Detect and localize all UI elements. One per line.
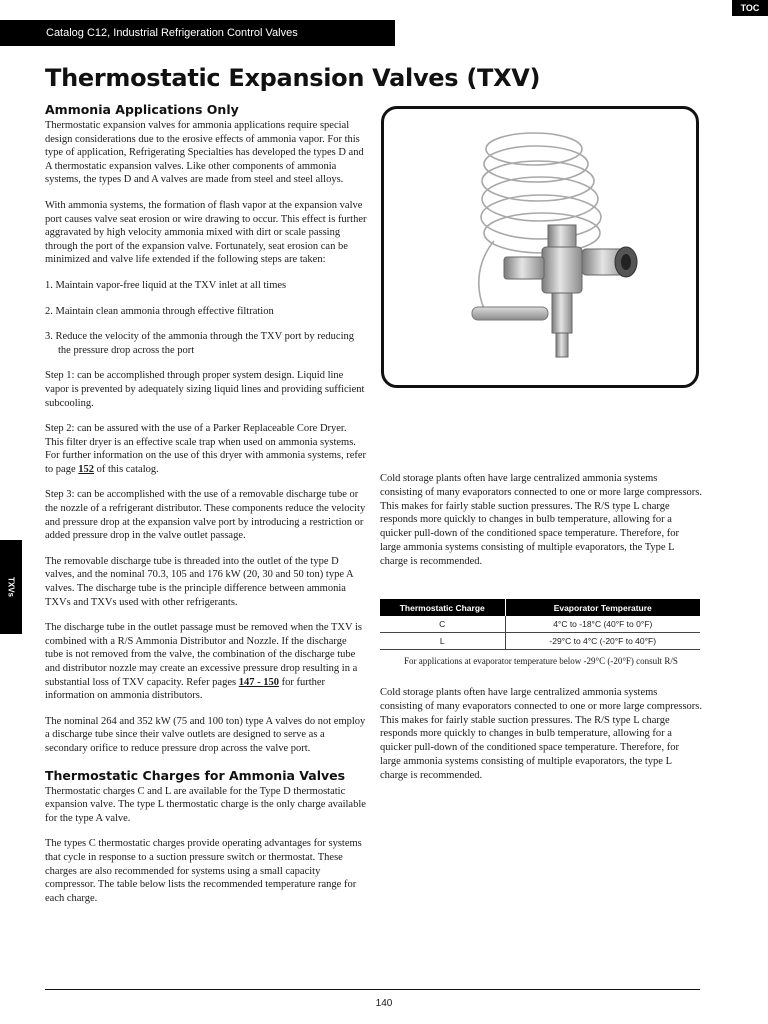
distributor-paragraph xyxy=(45,621,367,703)
discharge-tube-paragraph: The removable discharge tube is threaded into the outlet of the type D valves, and the nominal 70.3, 105 and 176 kW (20, 30 and 50 ton) type A valves. The discharge tube is the principle difference between ammonia TXVs and TXVs used with other refrigerants. xyxy=(45,555,354,608)
table-cell-charge: L xyxy=(380,633,505,650)
right-paragraph-2-text: Cold storage plants often have large centralized ammonia systems consisting of many evaporators connected to one or more large compressors. This makes for fairly stable suction pressures. The R/S type L charge responds more quickly to changes in bulb temperature, allowing for a quicker pull-down of the conditioned space temperature. Therefore, for large ammonia systems consisting of multiple evaporators, the type L charge is recommended. xyxy=(380,687,703,781)
page-title: Thermostatic Expansion Valves (TXV) xyxy=(45,64,541,92)
page-link-147[interactable]: 147 xyxy=(238,676,255,688)
inlet-flange xyxy=(504,257,544,279)
step1-paragraph: Step 1: can be accomplished through proper system design. Liquid line vapor is prevented by adequately sizing liquid lines and providing sufficient subcooling. xyxy=(45,370,365,409)
footer-divider xyxy=(45,989,700,990)
table-row xyxy=(380,633,700,650)
catalog-header: Catalog C12, Industrial Refrigeration Control Valves xyxy=(0,20,395,46)
valve-bonnet xyxy=(548,225,576,247)
step-list-item-1: 1. Maintain vapor-free liquid at the TXV inlet at all times xyxy=(45,279,287,291)
table-cell-temperature: -29°C to 4°C (-20°F to 40°F) xyxy=(505,633,700,650)
intro-paragraph: Thermostatic expansion valves for ammonia applications require special design considerations due to the erosive effects of ammonia vapor. For this type of application, Refrigerating Specialties has developed the types D and A thermostatic expansion valves. Like other components of ammonia systems, the types D and A valves are made from steel and steel alloys. xyxy=(45,120,364,186)
charges-paragraph-1: Thermostatic charges C and L are available for the Type D thermostatic expansion valve. The type L thermostatic charge is the only charge available for the type A valve. xyxy=(45,785,366,824)
side-tab-label: TXVs xyxy=(6,576,16,598)
table-header-charge: Thermostatic Charge xyxy=(380,599,505,616)
right-paragraph-1 xyxy=(380,472,702,569)
right-paragraph-1-text: Cold storage plants often have large centralized ammonia systems consisting of many evaporators connected to one or more large compressors. This makes for fairly stable suction pressures. The R/S type L charge responds more quickly to changes in bulb temperature, allowing for a quicker pull-down of the conditioned space temperature. Therefore, for large ammonia systems consisting of multiple evaporators, the Type L charge is recommended. xyxy=(380,473,703,567)
section-side-tab[interactable] xyxy=(0,540,22,634)
valve-body xyxy=(542,247,582,293)
sensing-bulb xyxy=(472,307,548,320)
step2-text-a: Step 2: can be assured with the use of a Parker Replaceable Core Dryer. This filter dryer is an effective scale trap when used on ammonia systems. For further information on the use of this dryer with ammonia systems, refer to page xyxy=(45,423,367,475)
section-heading-ammonia: Ammonia Applications Only xyxy=(45,102,239,117)
distributor-text-a: The discharge tube in the outlet passage must be removed when the TXV is combined with a R/S Ammonia Distributor and Nozzle. If the discharge tube is not removed from the valve, the combination of the discharge tube and distributor nozzle may create an excessive pressure drop resulting in a substantial loss of TXV capacity. Refer pages xyxy=(45,622,362,688)
toc-button[interactable]: TOC xyxy=(732,0,768,16)
step3-paragraph: Step 3: can be accomplished with the use of a removable discharge tube or the nozzle of a refrigerant distributor. These components reduce the velocity and pressure drop at the expansion valve port by introducing a restriction or added pressure drop in the valve outlet passage. xyxy=(45,489,366,542)
step2-text-b: of this catalog. xyxy=(94,463,159,475)
distributor-text-b: for further information on ammonia distributors. xyxy=(45,676,326,702)
thermostatic-charge-table xyxy=(380,599,700,650)
table-header-temperature: Evaporator Temperature xyxy=(505,599,700,616)
txv-product-photo xyxy=(381,106,699,388)
step-list-item-3: 3. Reduce the velocity of the ammonia through the TXV port by reducing the pressure drop across the port xyxy=(45,331,354,356)
page-link-separator: - xyxy=(254,676,264,688)
table-cell-charge: C xyxy=(380,616,505,633)
section-heading-charges: Thermostatic Charges for Ammonia Valves xyxy=(45,767,346,783)
table-row xyxy=(380,616,700,633)
left-column xyxy=(45,102,367,917)
step-list-item-2: 2. Maintain clean ammonia through effective filtration xyxy=(45,305,274,317)
page-link-152[interactable]: 152 xyxy=(78,463,94,475)
charges-paragraph-2: The types C thermostatic charges provide operating advantages for systems that cycle in response to a suction pressure switch or thermostat. These charges are also recommended for systems using a small capacity compressor. The table below lists the recommended temperature range for each charge. xyxy=(45,838,362,904)
table-footnote: For applications at evaporator temperature below -29°C (-20°F) consult R/S xyxy=(404,656,678,666)
step2-paragraph xyxy=(45,422,367,476)
txv-valve-illustration xyxy=(384,109,696,385)
table-header-row xyxy=(380,599,700,616)
capillary-coil xyxy=(479,133,601,309)
table-cell-temperature: 4°C to -18°C (40°F to 0°F) xyxy=(505,616,700,633)
page-link-150[interactable]: 150 xyxy=(263,676,279,688)
page-number: 140 xyxy=(375,998,393,1009)
valve-stem xyxy=(552,293,572,333)
nominal-valves-paragraph: The nominal 264 and 352 kW (75 and 100 ton) type A valves do not employ a discharge tube since their valve outlets are designed to serve as a secondary orifice to reduce pressure drop across the valve port. xyxy=(45,715,366,754)
stem-fitting xyxy=(556,333,568,357)
right-paragraph-2 xyxy=(380,686,702,783)
flash-vapor-paragraph: With ammonia systems, the formation of flash vapor at the expansion valve port causes valve seat erosion or wire drawing to occur. This effect is further aggravated by high velocity ammonia mixed with dirt or scale passing through the port of the expansion valve. Fortunately, seat erosion can be minimized and valve life extended if the following steps are taken: xyxy=(45,199,367,266)
